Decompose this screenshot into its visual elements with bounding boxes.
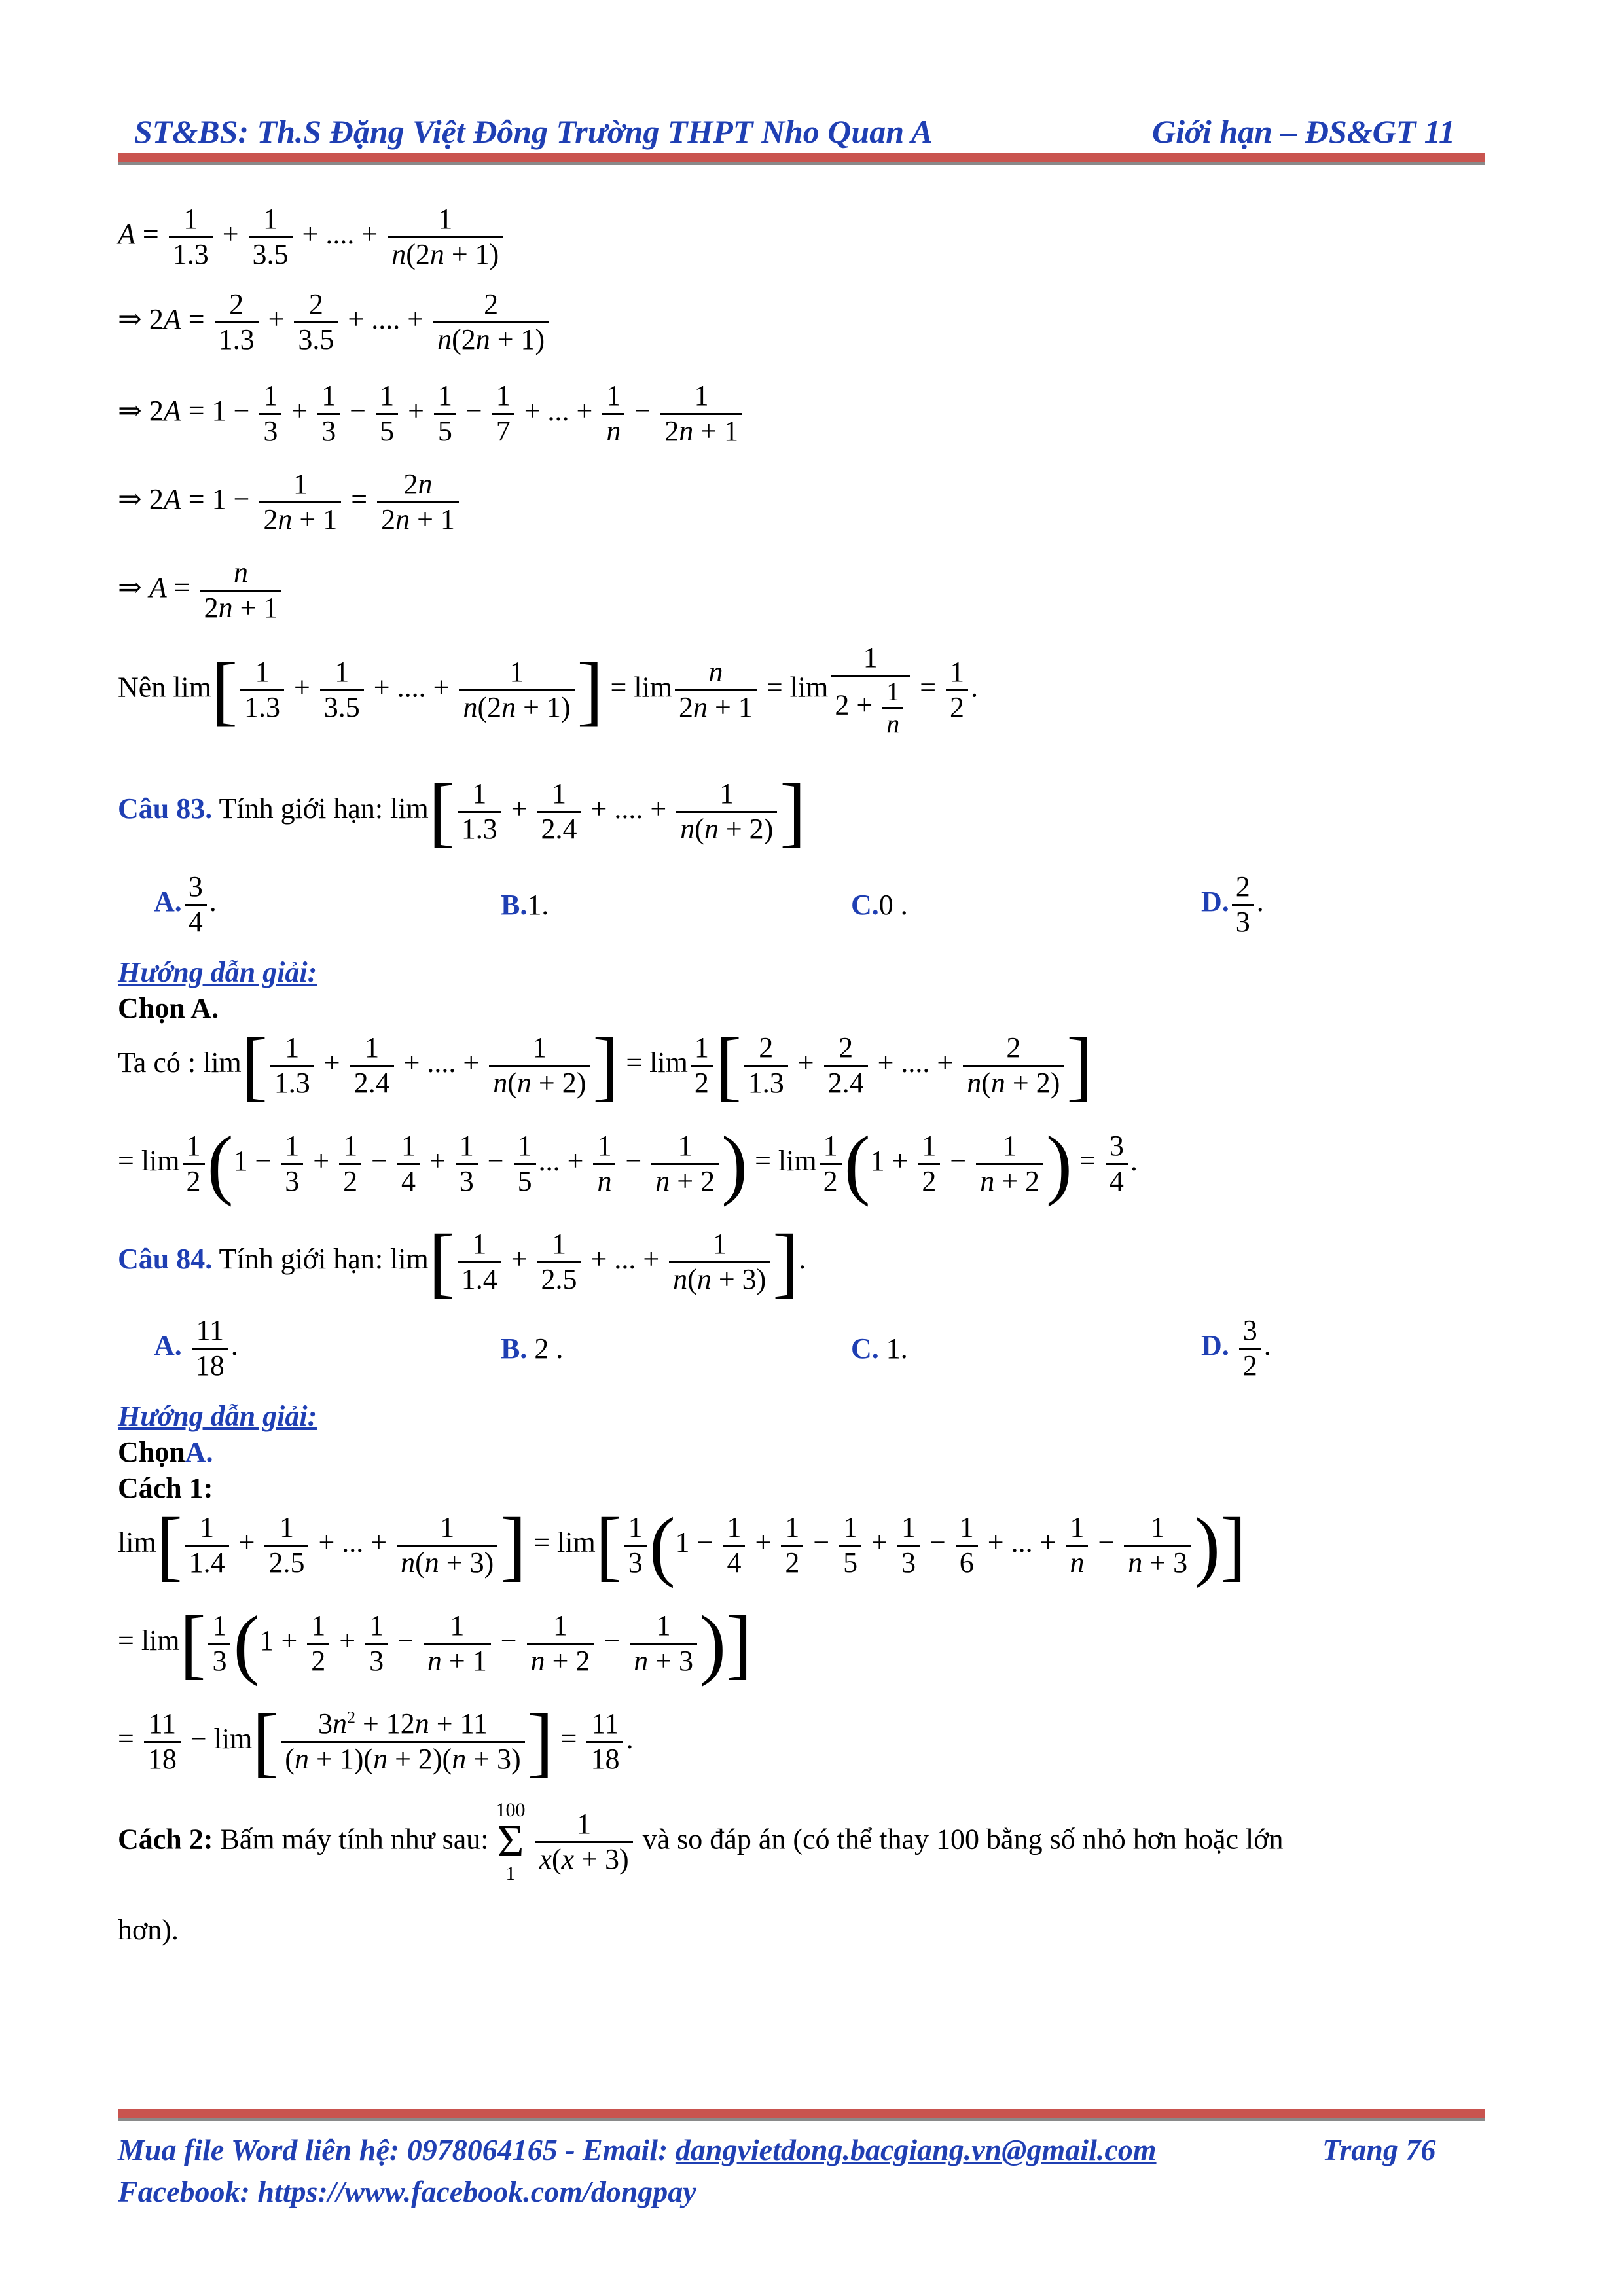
math-line: lim[ $\frac{1}{1.4}$ + $\frac{1}{2.5}$ + ... + $\frac{1}{n(n + 3)}$ ] = lim[ $\frac{1}{3}$ (1 − $\frac{1}{4}$ + $\frac{1}{2}$ − $\frac{1}{5}$ + $\frac{1}{3}$ − $\frac{1}{6}$ + ... + $\frac{1}{n}$ − $\frac{1}{n + 3}$ )] bbox=[118, 1501, 1247, 1588]
math-line: = lim $\frac{1}{2}$ (1 − $\frac{1}{3}$ + $\frac{1}{2}$ − $\frac{1}{4}$ + $\frac{1}{3}$ − $\frac{1}{5}$ ... + $\frac{1}{n}$ − $\frac{1}{n + 2}$ ) = lim $\frac{1}{2}$ (1 + $\frac{1}{2}$ − $\frac{1}{n + 2}$ ) = $\frac{3}{4}$ . bbox=[118, 1120, 1138, 1207]
q84-answer-c[interactable]: C. 1. bbox=[851, 1333, 908, 1365]
q84-answer-a[interactable]: A. $\frac{11}{18}$ . bbox=[154, 1314, 238, 1382]
math-line: = $\frac{11}{18}$ − lim[ $\frac{3n^2 + 12n + 11}{(n + 1)(n + 2)(n + 3)}$ ] = $\frac{11}{18}$ . bbox=[118, 1698, 634, 1785]
q83-answer-a[interactable]: A. $\frac{3}{4}$ . bbox=[154, 870, 217, 938]
q84-prompt: Tính giới hạn: bbox=[219, 1243, 384, 1276]
nen-text: Nên bbox=[118, 671, 166, 704]
cach2-tail: và so đáp án (có thể thay 100 bằng số nhỏ hơn hoặc lớn bbox=[642, 1823, 1284, 1856]
math-line: A = $\frac{1}{1.3}$ + $\frac{1}{3.5}$ + .... + $\frac{1}{n(2n + 1)}$ bbox=[118, 203, 1492, 288]
q83-prompt: Tính giới hạn: bbox=[219, 793, 384, 825]
question-83: Câu 83. Tính giới hạn: lim[ $\frac{1}{1.3}$ + $\frac{1}{2.4}$ + .... + $\frac{1}{n(n + 2)}$ ] bbox=[118, 768, 806, 855]
footer-line1: Mua file Word liên hệ: 0978064165 - Email: dangvietdong.bacgiang.vn@gmail.com bbox=[118, 2133, 1157, 2166]
ta-co-text: Ta có : bbox=[118, 1047, 196, 1079]
math-line: ⇒ 2A = $\frac{2}{1.3}$ + $\frac{2}{3.5}$ + .... + $\frac{2}{n(2n + 1)}$ bbox=[118, 288, 1492, 380]
q83-answer-c[interactable]: C.0 . bbox=[851, 889, 908, 921]
q84-choose: ChọnA. bbox=[118, 1436, 213, 1468]
cach2-text: Bấm máy tính như sau: bbox=[220, 1823, 489, 1856]
q84-answer-d[interactable]: D. $\frac{3}{2}$ . bbox=[1201, 1314, 1271, 1382]
q84-cach2: Cách 2: bbox=[118, 1823, 213, 1856]
footer-rule bbox=[118, 2109, 1485, 2121]
cach2-line: Cách 2: Bấm máy tính như sau: 100 Σ 1 $\frac{1}{x(x + 3)}$ và so đáp án (có thể thay 100 bằng số nhỏ hơn hoặc lớn bbox=[118, 1799, 1284, 1884]
math-line: ⇒ 2A = 1 − $\frac{1}{2n + 1}$ = $\frac{2n}{2n + 1}$ bbox=[118, 468, 1492, 556]
footer-email-link[interactable]: dangvietdong.bacgiang.vn@gmail.com bbox=[675, 2133, 1157, 2166]
math-line: = lim[ $\frac{1}{3}$ (1 + $\frac{1}{2}$ + $\frac{1}{3}$ − $\frac{1}{n + 1}$ − $\frac{1}{n + 2}$ − $\frac{1}{n + 3}$ )] bbox=[118, 1600, 752, 1687]
q83-label: Câu 83. bbox=[118, 793, 213, 825]
header-right: Giới hạn – ĐS&GT 11 bbox=[1152, 113, 1456, 150]
math-line: Ta có : lim[ $\frac{1}{1.3}$ + $\frac{1}{2.4}$ + .... + $\frac{1}{n(n + 2)}$ ] = lim $\frac{1}{2}$ [ $\frac{2}{1.3}$ + $\frac{2}{2.4}$ + .... + $\frac{2}{n(n + 2)}$ ] bbox=[118, 1022, 1093, 1109]
math-line: ⇒ A = $\frac{n}{2n + 1}$ bbox=[118, 556, 1492, 641]
q84-answers bbox=[118, 1314, 1492, 1393]
q84-label: Câu 84. bbox=[118, 1243, 213, 1276]
header-rule bbox=[118, 153, 1485, 165]
q83-answers bbox=[118, 870, 1492, 949]
q83-answer-b[interactable]: B.1. bbox=[501, 889, 549, 921]
math-line: ⇒ 2A = 1 − $\frac{1}{3}$ + $\frac{1}{3}$ − $\frac{1}{5}$ + $\frac{1}{5}$ − $\frac{1}{7}$ + ... + $\frac{1}{n}$ − $\frac{1}{2n + 1}$ bbox=[118, 380, 1492, 468]
header-left: ST&BS: Th.S Đặng Việt Đông Trường THPT Nho Quan A bbox=[134, 113, 933, 150]
sum-symbol: 100 Σ 1 bbox=[496, 1799, 526, 1884]
footer-page-number: Trang 76 bbox=[1322, 2133, 1436, 2166]
question-84: Câu 84. Tính giới hạn: lim[ $\frac{1}{1.4}$ + $\frac{1}{2.5}$ + ... + $\frac{1}{n(n + 3)}$ ]. bbox=[118, 1218, 806, 1305]
cach2-end: hơn). bbox=[118, 1914, 179, 1946]
footer-line2[interactable]: Facebook: https://www.facebook.com/dongpay bbox=[118, 2175, 696, 2208]
page-content bbox=[118, 203, 1492, 1948]
q83-guide: Hướng dẫn giải: bbox=[118, 956, 317, 988]
q84-guide: Hướng dẫn giải: bbox=[118, 1400, 317, 1432]
q83-choose: Chọn A. bbox=[118, 992, 219, 1024]
q84-cach1: Cách 1: bbox=[118, 1472, 213, 1504]
q84-answer-b[interactable]: B. 2 . bbox=[501, 1333, 564, 1365]
math-line: Nên lim[ $\frac{1}{1.3}$ + $\frac{1}{3.5}$ + .... + $\frac{1}{n(2n + 1)}$ ] = lim $\frac{n}{2n + 1}$ = lim 1 2 + $\frac{1}{n}$ = $\frac{1}{2}$ . bbox=[118, 641, 979, 738]
q83-answer-d[interactable]: D. $\frac{2}{3}$ . bbox=[1201, 870, 1264, 938]
